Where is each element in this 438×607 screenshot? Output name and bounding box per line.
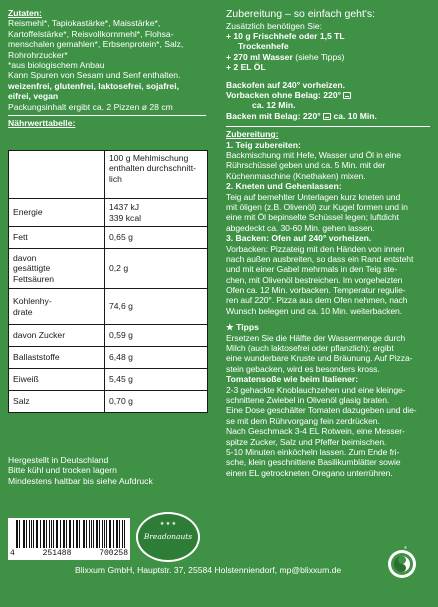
value-line: 0,59 g — [109, 330, 133, 341]
value-line: 5,45 g — [109, 374, 133, 385]
ingredients-line: *aus biologischem Anbau — [8, 59, 105, 70]
label-line: Eiweiß — [13, 374, 39, 385]
ingredients-line: Kartoffelstärke*, Reisvollkornmehl*, Flohsa- — [8, 28, 174, 39]
table-row — [9, 391, 208, 413]
label-line: drate — [13, 306, 33, 317]
nutrient-label — [9, 325, 105, 347]
step-line: mit öligen (z.B. Olivenöl) zur Kugel formen und in — [226, 201, 408, 212]
nutrient-label — [9, 391, 105, 413]
right-column — [226, 8, 430, 478]
nutrient-label — [9, 227, 105, 249]
bake-line — [226, 111, 430, 121]
step-line: abgedeckt ca. 30-60 Min. gehen lassen. — [226, 222, 375, 233]
label-line: davon — [13, 252, 37, 263]
value-line: 0,70 g — [109, 396, 133, 407]
sauce-line: 2-3 gehackte Knoblauchzehen und eine kleinge- — [226, 384, 406, 395]
ingredients-line: Rohrohrzucker* — [8, 49, 68, 60]
label-line: Ballaststoffe — [13, 352, 60, 363]
value-line: 1437 kJ — [109, 202, 140, 213]
green-dot-icon — [388, 550, 416, 578]
table-row — [9, 347, 208, 369]
header-line: 100 g Mehlmischung — [109, 153, 189, 163]
left-column — [8, 8, 208, 128]
logo-text: Breadonauts — [143, 532, 193, 542]
sauce-line: Eine Dose geschälter Tomaten dazugeben und die- — [226, 405, 417, 416]
nutrition-heading: Nährwerttabelle: — [8, 117, 76, 128]
storage-info — [8, 455, 208, 486]
needs-line — [226, 52, 430, 62]
barcode — [8, 518, 130, 560]
bake-line: Backofen auf 240° vorheizen. — [226, 79, 346, 90]
tips-line: Ersetzen Sie die Hälfte der Wassermenge durch — [226, 332, 406, 343]
step-line: chen, mit Olivenöl bestreichen. Im vorgeheizten — [226, 274, 403, 285]
barcode-digits: 700258 — [99, 549, 128, 559]
value-line: 0,2 g — [109, 263, 129, 274]
value-line: 0,65 g — [109, 232, 133, 243]
header-line: enthalten durchschnitt- — [109, 163, 196, 174]
nutrient-label — [9, 199, 105, 227]
label-line: Fett — [13, 232, 28, 243]
step-line: Wunsch belegen und ca. 10 Min. weiterbacken. — [226, 305, 403, 316]
registered-icon: ® — [404, 545, 407, 550]
nutrient-value — [105, 369, 208, 391]
free-from-line: weizenfrei, glutenfrei, laktosefrei, sojafrei, — [8, 80, 179, 91]
sauce-line: sche, klein geschnittene Basilikumblätter sowie — [226, 457, 401, 468]
free-from-line: eifrei, vegan — [8, 91, 59, 102]
sauce-line: Nach Geschmack 3-4 EL Rotwein, eine Messer- — [226, 426, 405, 437]
label-line: gesättigte — [13, 263, 51, 274]
tips-line: stein gebacken, wird es besonders kross. — [226, 363, 380, 374]
step-line: Ofen ca. 12 Min. vorbacken. Temperatur regulie- — [226, 285, 406, 296]
nutrient-label — [9, 347, 105, 369]
value-line: 74,6 g — [109, 301, 133, 312]
nutrition-header-cell — [105, 151, 208, 199]
nutrient-label — [9, 369, 105, 391]
tips-title — [226, 322, 430, 332]
needs-note: (siehe Tipps) — [295, 51, 345, 62]
storage-line: Mindestens haltbar bis siehe Aufdruck — [8, 475, 153, 486]
ingredients-heading: Zutaten: — [8, 8, 42, 18]
step-line: ren auf 220°. Pizza aus dem Ofen nehmen, nach — [226, 295, 408, 306]
nutrient-value — [105, 289, 208, 325]
storage-line: Hergestellt in Deutschland — [8, 455, 109, 465]
needs-text: + 270 ml Wasser — [226, 51, 293, 62]
step-text — [226, 192, 430, 234]
sauce-title: Tomatensoße wie beim Italiener: — [226, 374, 359, 385]
label-line: davon Zucker — [13, 330, 66, 341]
table-row — [9, 289, 208, 325]
divider — [226, 126, 430, 127]
sauce-line: 5-10 Minuten einköcheln lassen. Zum Ende fri- — [226, 446, 400, 457]
needs-line: + 2 EL ÖL — [226, 62, 266, 73]
ingredients-line: Kann Spuren von Sesam und Senf enthalten. — [8, 70, 181, 81]
header-line: lich — [109, 173, 122, 184]
nutrition-table — [8, 150, 208, 413]
sauce-line: einen EL getrockneten Oregano unterrühren. — [226, 467, 393, 478]
value-line: 6,48 g — [109, 352, 133, 363]
label-line: Energie — [13, 207, 43, 218]
breadonauts-logo — [136, 512, 200, 562]
step-line: eine mit Öl bepinselte Schüssel legen; luftdicht — [226, 212, 399, 223]
ingredients-line: Reismehl*, Tapiokastärke*, Maisstärke*, — [8, 18, 161, 29]
bake-line: ca. 12 Min. — [252, 100, 296, 111]
table-row — [9, 199, 208, 227]
footer-address: Blixxum GmbH, Hauptstr. 37, 25584 Holstenniendorf, mp@blixxum.de — [75, 565, 342, 575]
barcode-bars — [16, 520, 126, 548]
nutrient-value — [105, 199, 208, 227]
nutrient-value — [105, 249, 208, 289]
bake-line — [226, 90, 430, 100]
sauce-line: schnittene Zwiebel in Olivenöl glasig braten. — [226, 394, 390, 405]
storage-line: Bitte kühl und trocken lagern — [8, 465, 117, 476]
table-row — [9, 227, 208, 249]
nutrient-label — [9, 289, 105, 325]
tips-line: Milch (auch laktosefrei oder pflanzlich); ergibt — [226, 343, 394, 354]
table-row — [9, 249, 208, 289]
needs-line: Trockenhefe — [238, 41, 289, 52]
nutrient-value — [105, 391, 208, 413]
step-title: 1. Teig zubereiten: — [226, 139, 301, 150]
additional-needed: Zusätzlich benötigen Sie: — [226, 20, 323, 31]
sauce-line: spitze Zucker, Salz und Pfeffer beimischen. — [226, 436, 387, 447]
sauce-line: se mit dem Rührvorgang fein zerdrücken. — [226, 415, 380, 426]
nutrient-value — [105, 347, 208, 369]
bake-instructions — [226, 80, 430, 122]
step-title: 3. Backen: Ofen auf 240° vorheizen. — [226, 233, 372, 244]
divider — [8, 115, 206, 116]
step-line: Vorbacken: Pizzateig mit den Händen von innen — [226, 243, 405, 254]
tips-label: Tipps — [236, 322, 259, 333]
sauce-text — [226, 385, 430, 479]
tips-line: eine wunderbare Kruste und Bräunung. Auf Pizza- — [226, 353, 413, 364]
ingredients-text — [8, 18, 208, 80]
barcode-number — [10, 549, 128, 559]
step-title: 2. Kneten und Gehenlassen: — [226, 181, 342, 192]
nutrient-label — [9, 249, 105, 289]
table-row — [9, 325, 208, 347]
label-line: Kohlenhy- — [13, 296, 52, 307]
value-line: 339 kcal — [109, 212, 142, 223]
needs-line: + 10 g Frischhefe oder 1,5 TL — [226, 31, 345, 42]
tips-text — [226, 333, 430, 375]
step-text — [226, 244, 430, 317]
step-line: Küchenmaschine (Knethaken) mixen. — [226, 170, 366, 181]
oven-icon — [323, 113, 331, 120]
free-from-text — [8, 81, 208, 102]
prep-title: Zubereitung – so einfach geht's: — [226, 8, 376, 20]
ingredients-line: menschalen gemahlen*, Erbsenprotein*, Salz, — [8, 39, 184, 50]
label-line: Fettsäuren — [13, 273, 55, 284]
bake-text: Vorbacken ohne Belag: 220° — [226, 90, 342, 101]
bake-text: Backen mit Belag: 220° — [226, 110, 321, 121]
step-text — [226, 150, 430, 181]
bake-text: ca. 10 Min. — [333, 110, 377, 121]
prep-heading: Zubereitung: — [226, 129, 279, 140]
nutrient-value — [105, 227, 208, 249]
oven-icon — [343, 92, 351, 99]
star-icon: ★ ★ ★ — [159, 521, 177, 527]
barcode-digits: 4 — [10, 549, 15, 559]
step-line: Rührschüssel geben und ca. 5 Min. mit der — [226, 160, 386, 171]
step-line: und mit einer Gabel mehrmals in den Teig ste- — [226, 264, 398, 275]
step-line: Teig auf bemehlter Unterlagen kurz kneten und — [226, 191, 401, 202]
package-content: Packungsinhalt ergibt ca. 2 Pizzen ø 28 cm — [8, 101, 173, 112]
nutrient-value — [105, 325, 208, 347]
table-row — [9, 369, 208, 391]
step-line: Backmischung mit Hefe, Wasser und Öl in eine — [226, 150, 401, 160]
barcode-digits: 251488 — [42, 549, 72, 559]
table-cell — [9, 151, 105, 199]
label-line: Salz — [13, 396, 30, 407]
star-icon: ★ — [226, 322, 234, 333]
table-row — [9, 151, 208, 199]
step-line: nach außen ausbreiten, so dass ein Rand entsteht — [226, 253, 414, 264]
